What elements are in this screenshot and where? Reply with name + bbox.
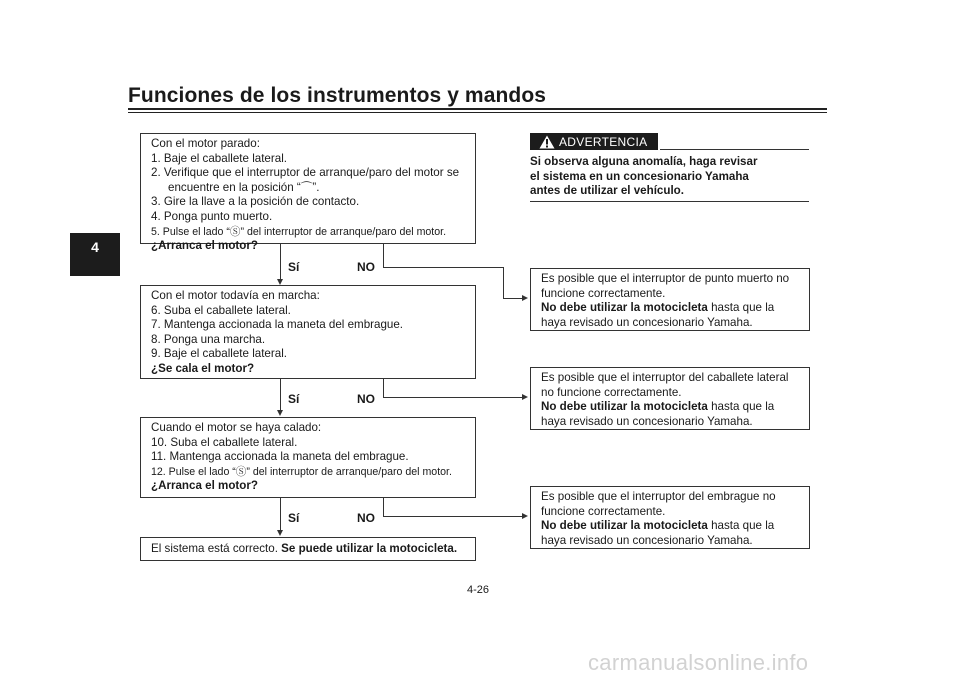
chapter-number: 4	[91, 239, 99, 255]
connector-no-3a	[383, 498, 384, 517]
result2-line-4: haya revisado un concesionario Yamaha.	[541, 414, 753, 428]
connector-no-3b	[383, 516, 523, 517]
label-yes-2: Sí	[288, 392, 300, 406]
label-no-1: NO	[357, 260, 375, 274]
result1-line-3	[541, 301, 809, 316]
result2-bold: No debe utilizar la motocicleta	[541, 400, 708, 414]
final-line	[151, 542, 475, 557]
flow-box-3	[140, 417, 476, 498]
connector-no-1c	[503, 267, 504, 299]
box2-line-4: 8. Ponga una marcha.	[151, 332, 266, 346]
box2-line-3: 7. Mantenga accionada la maneta del embrague.	[151, 318, 404, 332]
result3-line-4: haya revisado un concesionario Yamaha.	[541, 533, 753, 547]
box1-question: ¿Arranca el motor?	[151, 239, 258, 253]
page-number: 4-26	[467, 584, 490, 596]
flow-box-1	[140, 133, 476, 253]
result3-bold: No debe utilizar la motocicleta	[541, 519, 708, 533]
warning-text	[530, 155, 820, 199]
box3-line-2: 10. Suba el caballete lateral.	[151, 435, 298, 449]
warning-line-2: el sistema en un concesionario Yamaha	[530, 169, 749, 183]
arrow-right-2	[522, 394, 528, 400]
watermark: carmanualsonline.info	[588, 650, 809, 675]
result1-line-2: funcione correctamente.	[541, 286, 666, 300]
result-box-3	[530, 486, 810, 549]
label-yes-3: Sí	[288, 511, 300, 525]
warning-triangle-icon	[539, 135, 555, 149]
connector-no-2b	[383, 397, 523, 398]
title-rule	[128, 108, 827, 110]
result1-line-1: Es posible que el interruptor de punto muerto no	[541, 272, 790, 285]
box2-line-1: Con el motor todavía en marcha:	[151, 289, 320, 302]
arrow-right-3	[522, 513, 528, 519]
chapter-tab	[70, 233, 120, 276]
connector-no-1b	[383, 267, 504, 268]
warning-line-1: Si observa alguna anomalía, haga revisar	[530, 155, 758, 168]
flow-box-2	[140, 285, 476, 379]
flow-final-box	[140, 537, 476, 561]
warning-top-rule	[660, 149, 809, 150]
connector-no-1a	[383, 244, 384, 268]
label-no-2: NO	[357, 392, 375, 406]
result1-bold: No debe utilizar la motocicleta	[541, 301, 708, 315]
warning-line-3: antes de utilizar el vehículo.	[530, 184, 684, 198]
box1-line-6: 4. Ponga punto muerto.	[151, 209, 273, 223]
connector-yes-3	[280, 498, 281, 531]
box3-question: ¿Arranca el motor?	[151, 479, 258, 493]
result2-rest: hasta que la	[707, 400, 775, 414]
result3-line-3	[541, 519, 809, 534]
connector-yes-1	[280, 244, 281, 280]
box3-line-1: Cuando el motor se haya calado:	[151, 421, 322, 434]
box2-question: ¿Se cala el motor?	[151, 361, 255, 375]
result1-rest: hasta que la	[707, 301, 775, 315]
connector-no-1d	[503, 298, 523, 299]
label-no-3: NO	[357, 511, 375, 525]
box1-line-5: 3. Gire la llave a la posición de contacto.	[151, 195, 360, 209]
result3-line-1: Es posible que el interruptor del embrague no	[541, 490, 776, 503]
box1-line-4: encuentre en la posición “⌒”.	[168, 180, 320, 194]
box3-line-4: 12. Pulse el lado “Ⓢ” del interruptor de arranque/paro del motor.	[151, 465, 452, 478]
label-yes-1: Sí	[288, 260, 300, 274]
box1-line-3: 2. Verifique que el interruptor de arranque/paro del motor se	[151, 166, 460, 180]
connector-no-2a	[383, 379, 384, 398]
result1-line-4: haya revisado un concesionario Yamaha.	[541, 315, 753, 329]
final-bold: Se puede utilizar la motocicleta.	[281, 542, 458, 555]
box3-line-3: 11. Mantenga accionada la maneta del embrague.	[151, 450, 409, 464]
warning-bottom-rule	[530, 201, 809, 202]
result-box-2	[530, 367, 810, 430]
arrow-down-3	[277, 530, 283, 536]
box1-line-7: 5. Pulse el lado “Ⓢ” del interruptor de arranque/paro del motor.	[151, 225, 447, 238]
result-box-1	[530, 268, 810, 331]
result3-line-2: funcione correctamente.	[541, 504, 666, 518]
title-rule-thin	[128, 112, 827, 113]
result2-line-3	[541, 400, 809, 415]
box2-line-5: 9. Baje el caballete lateral.	[151, 347, 287, 361]
box1-line-1: Con el motor parado:	[151, 137, 260, 150]
warning-badge: ADVERTENCIA	[530, 133, 658, 150]
arrow-right-1	[522, 295, 528, 301]
page-title: Funciones de los instrumentos y mandos	[128, 84, 547, 107]
box2-line-2: 6. Suba el caballete lateral.	[151, 303, 291, 317]
result3-rest: hasta que la	[707, 519, 775, 533]
box1-line-2: 1. Baje el caballete lateral.	[151, 151, 287, 165]
result2-line-1: Es posible que el interruptor del caballete lateral	[541, 371, 789, 384]
connector-yes-2	[280, 379, 281, 411]
final-text: El sistema está correcto.	[151, 542, 278, 555]
arrow-down-2	[277, 410, 283, 416]
result2-line-2: no funcione correctamente.	[541, 385, 682, 399]
